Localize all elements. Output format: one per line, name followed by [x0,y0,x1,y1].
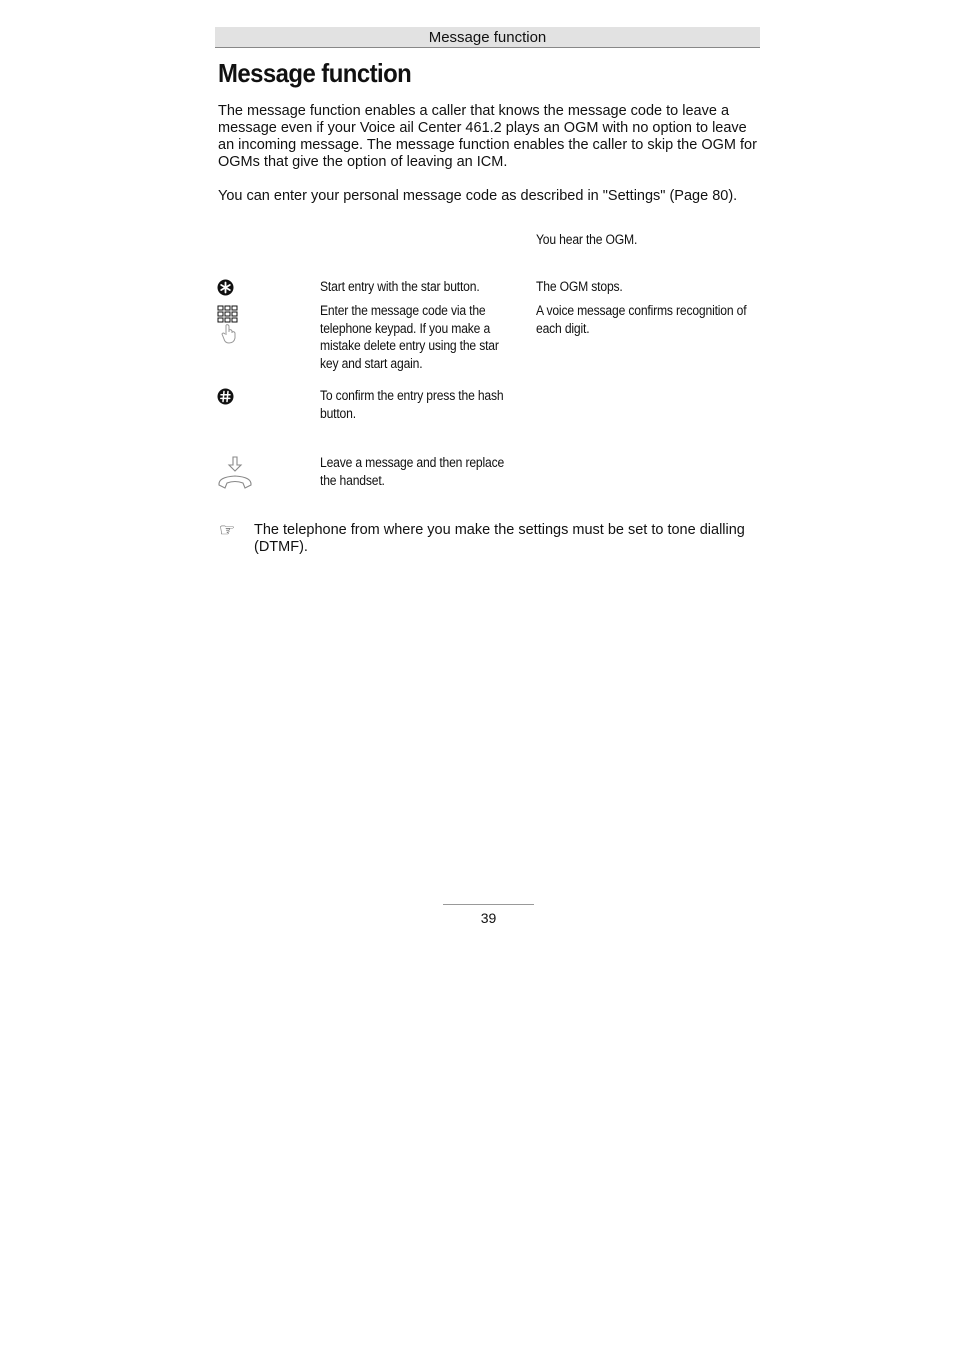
step-action-star: Start entry with the star button. [320,279,480,294]
step-result-hear-ogm: You hear the OGM. [536,232,638,247]
step-action-hash: To confirm the entry press the hash button. [320,388,504,421]
replace-handset-icon [216,455,254,491]
pointing-hand-icon: ☞ [219,520,236,540]
page-title: Message function [218,58,412,88]
page-number: 39 [480,910,497,926]
star-key-icon [217,279,234,296]
footer-rule [443,904,534,905]
intro-paragraph-2: You can enter your personal message code as described in "Settings" (Page 80). [218,188,738,204]
step-action-replace-handset: Leave a message and then replace the handset. [320,455,505,488]
keypad-icon [217,305,241,345]
step-result-star: The OGM stops. [536,279,623,294]
intro-paragraph-1: The message function enables a caller that knows the message code to leave a message even if your Voice ail Center 461.2 plays an OGM with no option to leave an incoming message. The message function enables the caller to skip the OGM for OGMs that give the option of leaving an ICM. [218,103,757,170]
hash-key-icon [217,388,234,405]
running-header-title: Message function [428,29,547,46]
running-header [215,27,760,48]
note-text: The telephone from where you make the settings must be set to tone dialling (DTMF). [254,522,745,555]
step-result-keypad: A voice message confirms recognition of each digit. [536,303,747,336]
step-action-keypad: Enter the message code via the telephone keypad. If you make a mistake delete entry using the star key and start again. [320,303,499,371]
